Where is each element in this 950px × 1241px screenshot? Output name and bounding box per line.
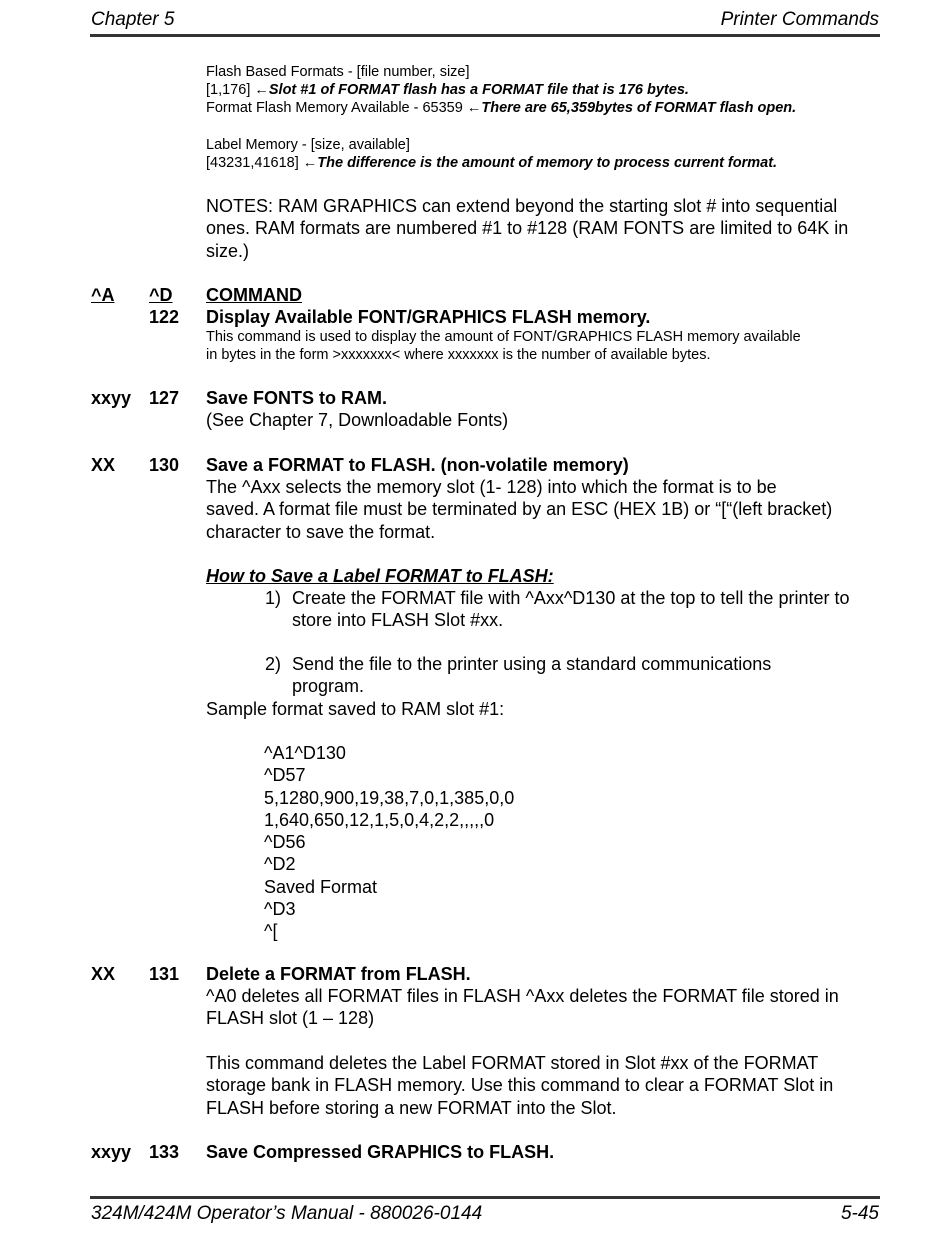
howto-title: How to Save a Label FORMAT to FLASH: xyxy=(206,566,554,586)
command-122-desc-line1: This command is used to display the amount of FONT/GRAPHICS FLASH memory available xyxy=(206,329,801,345)
column-header-d: ^D xyxy=(149,285,173,305)
command-133-code: 133 xyxy=(149,1142,180,1162)
flash-available-note: ←There are 65,359bytes of FORMAT flash open. xyxy=(466,100,797,116)
sample-line: Saved Format xyxy=(264,876,378,897)
flash-formats-line: Flash Based Formats - [file number, size] xyxy=(206,64,470,80)
column-header-command: COMMAND xyxy=(206,285,302,305)
howto-step-1-text: Create the FORMAT file with ^Axx^D130 at the top to tell the printer to store into FLASH Slot #xx. xyxy=(292,588,850,631)
howto-step-2-num: 2) xyxy=(265,654,282,674)
header-rule xyxy=(90,34,880,37)
footer-rule xyxy=(90,1196,880,1199)
command-122-desc-line2: in bytes in the form >xxxxxxx< where xxxxxxx is the number of available bytes. xyxy=(206,347,711,363)
command-131-desc2: This command deletes the Label FORMAT stored in Slot #xx of the FORMAT storage bank in FLASH memory. Use this command to clear a FORMAT Slot in FLASH before storing a new FORMAT into the Slot. xyxy=(206,1053,834,1118)
command-130-param: XX xyxy=(91,455,116,475)
command-130-title: Save a FORMAT to FLASH. (non-volatile memory) xyxy=(206,455,629,475)
header-section: Printer Commands xyxy=(720,9,879,30)
howto-step-2-text: Send the file to the printer using a standard communications program. xyxy=(292,654,772,697)
sample-line: ^A1^D130 xyxy=(264,743,346,763)
footer-manual: 324M/424M Operator’s Manual - 880026-0144 xyxy=(91,1203,483,1224)
sample-line: ^[ xyxy=(264,921,278,942)
sample-line: 1,640,650,12,1,5,0,4,2,2,,,,,0 xyxy=(264,809,495,830)
command-127-desc: (See Chapter 7, Downloadable Fonts) xyxy=(206,410,509,430)
label-memory-value: [43231,41618] xyxy=(206,155,299,171)
command-131-desc1: ^A0 deletes all FORMAT files in FLASH ^Axx deletes the FORMAT file stored in FLASH slot (1 – 128) xyxy=(206,986,839,1029)
command-133-title: Save Compressed GRAPHICS to FLASH. xyxy=(206,1142,555,1162)
flash-available-line xyxy=(206,99,796,117)
column-header-a: ^A xyxy=(91,285,115,305)
sample-line: 5,1280,900,19,38,7,0,1,385,0,0 xyxy=(264,787,515,808)
command-127-code: 127 xyxy=(149,388,180,408)
howto-step-1-num: 1) xyxy=(265,588,282,608)
command-133-param: xxyy xyxy=(91,1142,132,1162)
command-131-title: Delete a FORMAT from FLASH. xyxy=(206,964,471,984)
command-127-title: Save FONTS to RAM. xyxy=(206,388,388,408)
sample-line: ^D56 xyxy=(264,832,306,853)
command-131-code: 131 xyxy=(149,964,180,984)
sample-line: ^D57 xyxy=(264,765,306,786)
flash-formats-value-line xyxy=(206,81,689,99)
command-131-param: XX xyxy=(91,964,116,984)
sample-line: ^D3 xyxy=(264,899,296,920)
label-memory-line: Label Memory - [size, available] xyxy=(206,137,410,153)
command-122-code: 122 xyxy=(149,307,180,327)
command-127-param: xxyy xyxy=(91,388,132,408)
flash-formats-value: [1,176] xyxy=(206,82,251,98)
label-memory-value-line xyxy=(206,154,777,172)
sample-format-title: Sample format saved to RAM slot #1: xyxy=(206,699,505,719)
header-chapter: Chapter 5 xyxy=(91,9,175,30)
command-130-desc: The ^Axx selects the memory slot (1- 128) into which the format is to be saved. A format file must be terminated by an ESC (HEX 1B) or “[“(left bracket) character to save the format. xyxy=(206,477,833,542)
flash-available-value: Format Flash Memory Available - 65359 xyxy=(206,100,463,116)
sample-format-code xyxy=(264,742,514,943)
sample-line: ^D2 xyxy=(264,854,296,875)
flash-formats-note: ←Slot #1 of FORMAT flash has a FORMAT file that is 176 bytes. xyxy=(254,82,689,98)
notes-paragraph: NOTES: RAM GRAPHICS can extend beyond the starting slot # into sequential ones. RAM formats are numbered #1 to #128 (RAM FONTS are limited to 64K in size.) xyxy=(206,196,849,261)
footer-page-number: 5-45 xyxy=(840,1203,879,1224)
command-122-title: Display Available FONT/GRAPHICS FLASH memory. xyxy=(206,307,651,327)
command-130-code: 130 xyxy=(149,455,180,475)
label-memory-note: ←The difference is the amount of memory to process current format. xyxy=(302,155,778,171)
